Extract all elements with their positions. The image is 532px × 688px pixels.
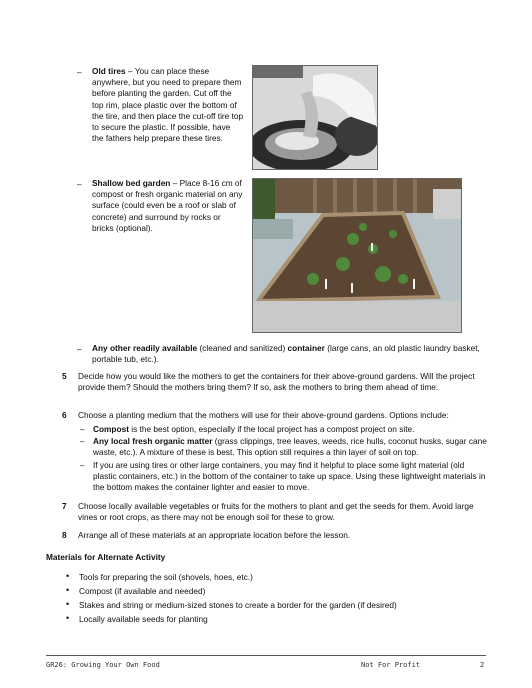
step-number: 7 (62, 501, 67, 511)
item-title: Any other readily available (92, 343, 198, 353)
page-footer (46, 655, 486, 669)
step-number: 6 (62, 410, 67, 420)
option-title: Compost (93, 424, 129, 434)
bullet-marker: • (66, 613, 70, 623)
item-text: – You can place these anywhere, but you need to prepare them before planting the garden. Cut off the top rim, place plastic over the bottom of the tire, and then place the cut-off tire top to secure the plastic. If possible, have the fathers help prepare these tires. (92, 66, 244, 144)
option-text: (grass clippings, tree leaves, weeds, rice hulls, coconut husks, sugar cane waste, etc.). A mixture of these is best. This option still requires a thin layer of soil on top. (93, 436, 487, 458)
materials-item: Tools for preparing the soil (shovels, hoes, etc.) (79, 572, 253, 582)
item-title: Shallow bed garden (92, 178, 171, 188)
materials-item: Stakes and string or medium-sized stones to create a border for the garden (if desired) (79, 600, 397, 610)
item-old-tires (92, 66, 244, 144)
item-text: (large cans, an old plastic laundry basket, portable tub, etc.). (92, 343, 480, 365)
dash-marker: – (80, 460, 85, 470)
item-text: (cleaned and sanitized) (197, 343, 288, 353)
step-text: Choose locally available vegetables or fruits for the mothers to plant and get the seeds for them. Avoid large vines or root crops, as there may not be enough soil for these to grow. (78, 501, 474, 523)
materials-heading: Materials for Alternate Activity (46, 552, 166, 562)
materials-item: Locally available seeds for planting (79, 614, 208, 624)
step-text: Decide how you would like the mothers to get the containers for their above-ground gardens. Will the project provide them? Should the mothers bring them? If so, ask the mothers to bring them ahead of time. (78, 371, 475, 393)
item-title: Old tires (92, 66, 126, 76)
footer-title: GR26: Growing Your Own Food (46, 661, 160, 669)
option-organic-matter (93, 436, 490, 458)
dash-marker: – (77, 67, 82, 77)
page-number: 2 (480, 661, 485, 669)
item-text: – Place 8-16 cm of compost or fresh organic material on any surface (could even be a roof or slab of concrete) and surround by rocks or bricks (optional). (92, 178, 243, 233)
option-tires-note: If you are using tires or other large containers, you may find it helpful to place some light material (old plastic containers, etc.) in the bottom of the container to take up space. Using these lightweight materials in the bottom makes the container lighter and easier to move. (93, 460, 486, 493)
bullet-marker: • (66, 599, 70, 609)
option-compost (93, 424, 490, 435)
item-shallow-bed (92, 178, 244, 234)
step-text: Choose a planting medium that the mothers will use for their above-ground gardens. Options include: (78, 410, 449, 420)
dash-marker: – (80, 436, 85, 446)
dash-marker: – (77, 344, 82, 354)
step-text: Arrange all of these materials at an appropriate location before the lesson. (78, 530, 351, 540)
dash-marker: – (77, 179, 82, 189)
tire-photo (252, 65, 378, 170)
step-number: 8 (62, 530, 67, 540)
footer-notice: Not For Profit (361, 661, 421, 669)
dash-marker: – (80, 424, 85, 434)
item-other-container (92, 343, 490, 365)
bullet-marker: • (66, 571, 70, 581)
bullet-marker: • (66, 585, 70, 595)
item-title: container (287, 343, 325, 353)
option-title: Any local fresh organic matter (93, 436, 213, 446)
step-number: 5 (62, 371, 67, 381)
option-text: is the best option, especially if the local project has a compost project on site. (128, 424, 415, 434)
garden-photo (252, 178, 462, 333)
materials-item: Compost (if available and needed) (79, 586, 206, 596)
